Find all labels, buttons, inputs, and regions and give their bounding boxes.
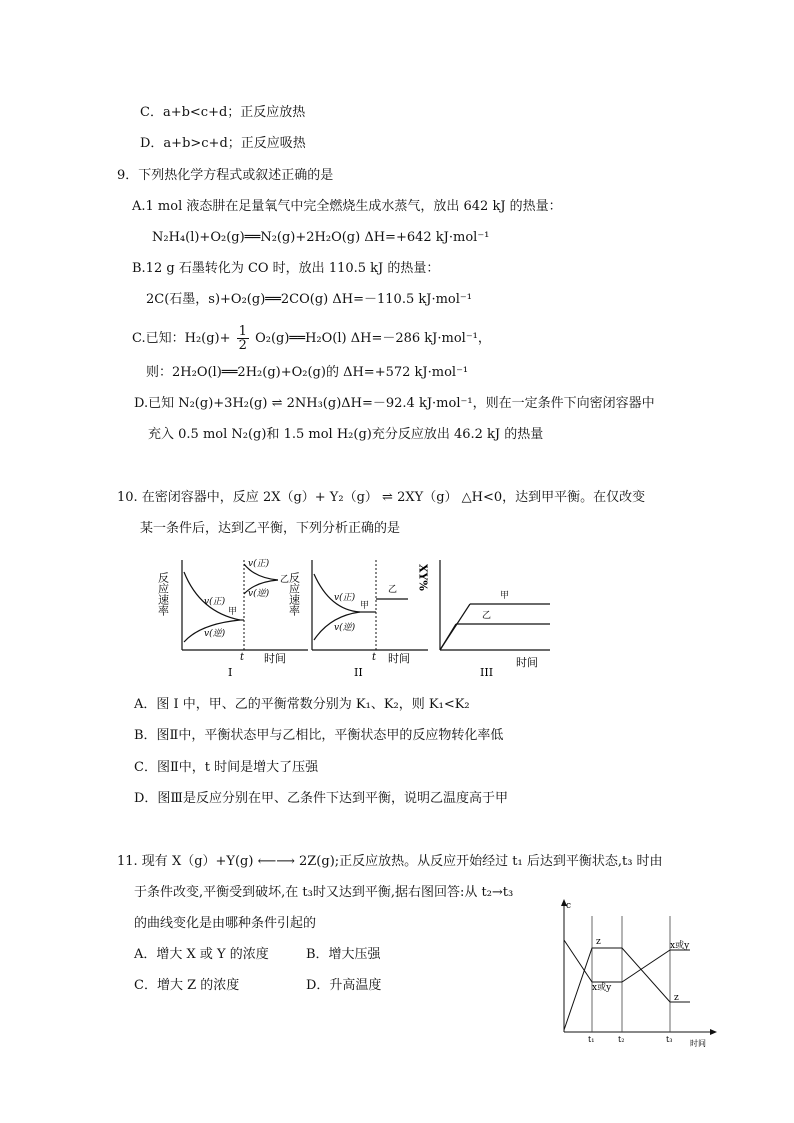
fig1-yi: 乙 <box>280 575 290 585</box>
fig3-xlabel: 时间 <box>516 656 538 669</box>
fraction-numerator: 1 <box>238 324 247 339</box>
q9-option-d: D.已知 N₂(g)+3H₂(g) ⇌ 2NH₃(g)ΔH=－92.4 kJ·mol⁻¹，则在一定条件下向密闭容器中 <box>134 396 655 411</box>
q10-stem: 10. 在密闭容器中，反应 2X（g）+ Y₂（g） ⇌ 2XY（g） △H<0，达到甲平衡。在仅改变 <box>117 490 646 505</box>
fig2-v-reverse: v(逆) <box>334 623 356 633</box>
fig1-roman: I <box>228 666 233 679</box>
q11-xlabel: 时间 <box>690 1039 706 1048</box>
figure-iii <box>417 560 551 679</box>
q11-figure <box>552 896 722 1048</box>
fig1-ylabel: 反应速率 <box>156 572 170 616</box>
fig1-v-reverse: v(逆) <box>204 629 226 639</box>
q11-t2-label: t₂ <box>618 1035 625 1044</box>
q11-stem: 11. 现有 X（g）+Y(g) ⟵⟶ 2Z(g);正反应放热。从反应开始经过 t₁ 后达到平衡状态,t₃ 时由 <box>117 854 663 869</box>
q9-option-c-post: O₂(g)══H₂O(l) ΔH=－286 kJ·mol⁻¹， <box>255 331 491 346</box>
q9-option-c-then: 则：2H₂O(l)══2H₂(g)+O₂(g)的 ΔH=+572 kJ·mol⁻¹ <box>146 365 469 380</box>
fig1-v-reverse-2: v(逆) <box>248 589 270 599</box>
q10-option-a: A．图 I 中，甲、乙的平衡常数分别为 K₁、K₂，则 K₁<K₂ <box>134 697 470 712</box>
fig2-roman: II <box>354 666 363 679</box>
fig1-t-label: t <box>240 652 245 663</box>
figure-i <box>157 558 309 679</box>
q11-t1-label: t₁ <box>588 1035 595 1044</box>
fraction-denominator: 2 <box>238 338 247 353</box>
q9-option-b-equation: 2C(石墨，s)+O₂(g)══2CO(g) ΔH=－110.5 kJ·mol⁻¹ <box>146 292 472 307</box>
q9-option-d-line2: 充入 0.5 mol N₂(g)和 1.5 mol H₂(g)充分反应放出 46.2 kJ 的热量 <box>148 427 544 442</box>
q11-option-b: B．增大压强 <box>306 947 381 962</box>
fig1-v-forward-2: v(正) <box>248 559 270 569</box>
q10-option-c: C．图Ⅱ中，t 时间是增大了压强 <box>134 760 319 775</box>
fig2-ylabel: 反应速率 <box>287 572 301 616</box>
q11-z-curve <box>564 948 690 1030</box>
option-d-prev: D．a+b>c+d；正反应吸热 <box>140 136 306 151</box>
fig3-jia: 甲 <box>500 591 510 601</box>
q10-stem-line2: 某一条件后，达到乙平衡，下列分析正确的是 <box>140 521 401 536</box>
q9-option-a: A.1 mol 液态肼在足量氧气中完全燃烧生成水蒸气，放出 642 kJ 的热量： <box>132 199 562 214</box>
q9-option-c-pre: C.已知：H₂(g)+ <box>132 331 231 346</box>
q11-c-label: c <box>566 901 572 911</box>
q11-option-a: A．增大 X 或 Y 的浓度 <box>134 947 269 962</box>
fig2-yi: 乙 <box>388 585 398 595</box>
fig2-t-label: t <box>372 652 377 663</box>
q9-option-b: B.12 g 石墨转化为 CO 时，放出 110.5 kJ 的热量： <box>132 261 440 276</box>
q11-xy-label-2: x或y <box>670 941 690 951</box>
fig2-v-forward: v(正) <box>334 593 356 603</box>
q9-option-a-equation: N₂H₄(l)+O₂(g)══N₂(g)+2H₂O(g) ΔH=+642 kJ·mol⁻¹ <box>152 230 490 245</box>
fig3-yi-rise <box>440 624 456 650</box>
q9-option-c <box>132 325 491 352</box>
q11-t3-label: t₃ <box>666 1035 673 1044</box>
q11-x-arrow <box>710 1029 717 1035</box>
q11-z-label-2: z <box>674 993 679 1003</box>
fig1-xlabel: 时间 <box>264 652 286 665</box>
fig2-xlabel: 时间 <box>388 652 410 665</box>
q11-option-c: C．增大 Z 的浓度 <box>134 978 240 993</box>
fraction-one-half <box>237 325 249 352</box>
fig1-jia: 甲 <box>228 607 238 617</box>
fig3-ylabel: XY% <box>416 564 430 591</box>
q11-stem-line3: 的曲线变化是由哪种条件引起的 <box>134 916 317 931</box>
fig2-jia: 甲 <box>360 601 370 611</box>
fig1-v-forward: v(正) <box>204 597 226 607</box>
q10-option-d: D．图Ⅲ是反应分别在甲、乙条件下达到平衡，说明乙温度高于甲 <box>134 791 508 806</box>
q9-stem: 9．下列热化学方程式或叙述正确的是 <box>117 168 334 183</box>
q11-xy-label: x或y <box>592 983 612 993</box>
q10-option-b: B．图Ⅱ中，平衡状态甲与乙相比，平衡状态甲的反应物转化率低 <box>134 728 504 743</box>
option-c-prev: C．a+b<c+d；正反应放热 <box>140 105 306 120</box>
q11-z-label: z <box>596 937 601 947</box>
fig3-yi: 乙 <box>482 611 492 621</box>
q11-stem-line2: 于条件改变,平衡受到破坏,在 t₃时又达到平衡,据右图回答:从 t₂→t₃ <box>134 885 514 900</box>
figure-ii <box>288 560 429 679</box>
q11-option-d: D．升高温度 <box>306 978 382 993</box>
q10-figure-set <box>156 552 560 682</box>
fig3-roman: III <box>480 666 494 679</box>
